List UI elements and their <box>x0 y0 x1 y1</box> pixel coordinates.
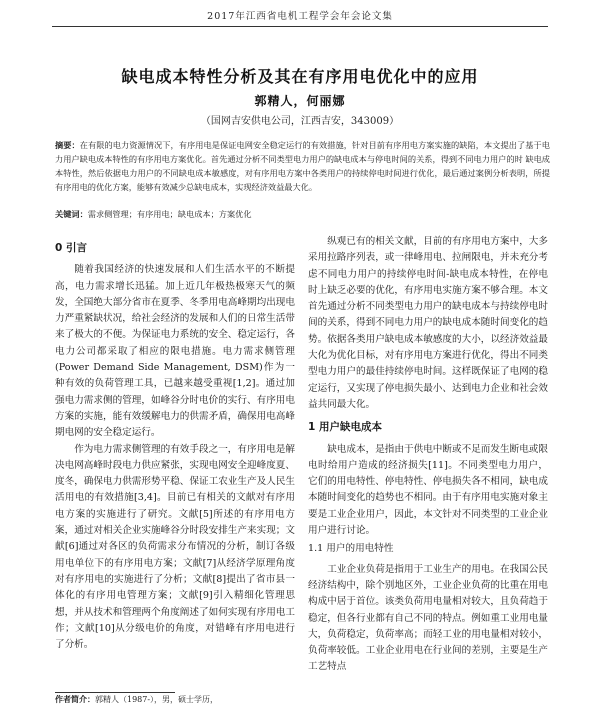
footnote-divider <box>55 692 175 693</box>
keywords-label: 关键词： <box>55 209 88 219</box>
body-paragraph: 工业企业负荷是指用于工业生产的用电。在我国公民经济结构中，除个别地区外，工业企业负荷的比重在用电构成中居于首位。该类负荷用电量相对较大，且负荷趋于稳定，但各行业都有自己不同的特点。例如重工业用电量大，负荷稳定，负荷率高；而轻工业的用电量相对较小，负荷率较低。工业企业用电在行业间的差别，主要是生产工艺特点 <box>308 563 548 673</box>
body-paragraph: 纵观已有的相关文献，目前的有序用电方案中，大多采用拉路序列表，或一律峰用电、拉闸限电，并未充分考虑不同电力用户的持续停电时间-缺电成本特性，在停电时上缺乏必要的优化，有序用电实施方案不够合理。本文首先通过分析不同类型电力用户的缺电成本与持续停电时间的关系，得到不同电力用户的缺电成本随时间变化的趋势。依据各类用户缺电成本敏感度的大小，以经济效益最大化为优化目标，对有序用电方案进行优化，得出不同类型电力用户的最佳持续停电时间。这样既保证了电网的稳定运行，又实现了停电损失最小、达到电力企业和社会效益共同最大化。 <box>308 236 548 410</box>
abstract-text: 在有限的电力资源情况下，有序用电是保证电网安全稳定运行的有效措施，针对目前有序用电方案实施的缺陷，本文提出了基于电力用户缺电成本特性的有序用电方案优化。首先通过分析不同类型电力用户的缺电成本与停电时间的关系，得到不同电力用户的时 缺电成本特性，然后依据电力用户的不同缺电成本敏感度，对有序用电方案中各类用户的持续停电时间进行优化，最后通过案例分析表明，所提有序用电的优化方案，能够有效减少总缺电成本，实现经济效益最大化。 <box>55 140 550 192</box>
body-paragraph: 随着我国经济的快速发展和人们生活水平的不断提高，电力需求增长迅猛。加上近几年极热极寒天气的频发，全国绝大部分省市在夏季、冬季用电高峰期均出现电力严重紧缺状况，给社会经济的发展和人们的日常生活带来了极大的不便。为保证电力系统的安全、稳定运行，各电力公司都采取了相应的限电措施。电力需求侧管理(Power Demand Side Management, DSM)作为一种有效的负荷管理工具，已越来越受重视[1,2]。通过加强电力需求侧的管理，如峰谷分时电价的实行、有序用电方案的实施，能有效缓解电力的供需矛盾，确保用电高峰期电网的安全稳定运行。 <box>55 264 295 439</box>
right-column <box>308 234 548 676</box>
header-divider <box>52 26 548 27</box>
body-paragraph: 作为电力需求侧管理的有效手段之一，有序用电是解决电网高峰时段电力供应紧张，实现电网安全迎峰度夏、度冬，确保电力供需形势平稳、保证工农业生产及人民生活用电的有效措施[3,4]。目前已有相关的文献对有序用电方案的实施进行了研究。文献[5]所述的有序用电方案，通过对相关企业实施峰谷分时段安排生产来实现；文献[6]通过对各区的负荷需求分布情况的分析，制订各级用电单位下的有序用电方案；文献[7]从经济学原理角度对有序用电的实施进行了分析；文献[8]提出了省市县一体化的有序用电管理方案；文献[9]引入精细化管理思想，并从技术和管理两个角度阐述了如何实现有序用电工作；文献[10]从分级电价的角度，对错峰有序用电进行了分析。 <box>55 443 295 651</box>
paper-title: 缺电成本特性分析及其在有序用电优化中的应用 <box>121 67 479 86</box>
subsection-heading: 1.1 用户的用电特性 <box>308 543 394 555</box>
body-paragraph: 缺电成本，是指由于供电中断或不足而发生断电或限电时给用户造成的经济损失[11]。不同类型电力用户，它们的用电特性、停电特性、停电损失各不相同，缺电成本随时间变化的趋势也不相同。由于有序用电实施对象主要是工业企业用户，因此，本文针对不同类型的工业企业用户进行讨论。 <box>308 443 548 537</box>
footnote-label: 作者简介： <box>55 695 95 704</box>
keywords <box>55 207 550 221</box>
section-heading-introduction: 0 引言 <box>55 242 87 254</box>
paper-authors: 郭精人，何丽娜 <box>254 94 346 108</box>
footnote-text: 郭精人（1987-），男，硕士学历， <box>95 695 219 704</box>
paper-affiliation: （国网吉安供电公司，江西吉安，343009） <box>200 116 400 127</box>
abstract <box>55 138 550 194</box>
author-footnote <box>55 694 218 705</box>
section-heading-user-outage-cost: 1 用户缺电成本 <box>308 421 382 434</box>
running-header: 2017年江西省电机工程学会年会论文集 <box>207 11 393 22</box>
left-column <box>55 234 295 653</box>
keywords-text: 需求侧管理；有序用电；缺电成本；方案优化 <box>87 209 252 219</box>
abstract-label: 摘要： <box>55 140 80 150</box>
